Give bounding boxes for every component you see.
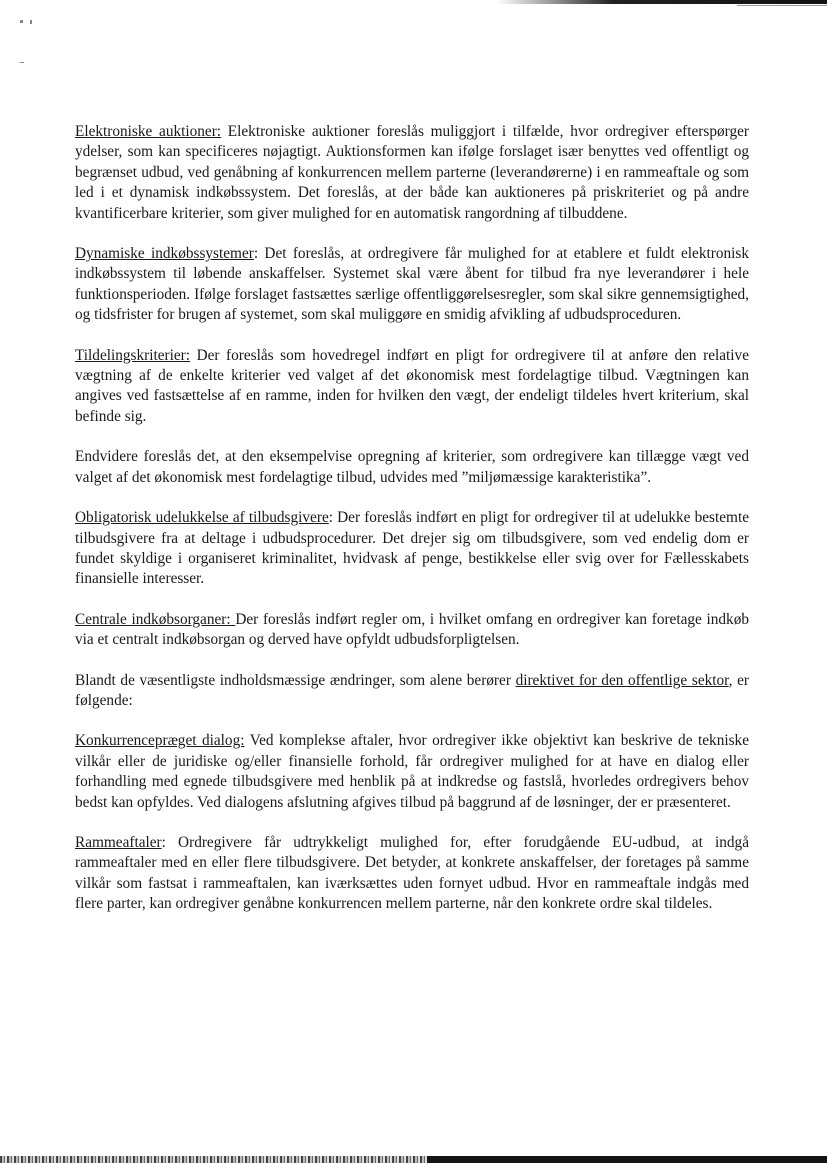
scan-edge-bottom-dark	[427, 1156, 827, 1163]
paragraph-vaesentligste-aendringer	[75, 671, 749, 712]
paragraph-centrale-indkobsorganer	[75, 610, 749, 651]
paragraph-heading: Dynamiske indkøbssystemer	[75, 245, 254, 263]
paragraph-text: Endvidere foreslås det, at den eksempelvise opregning af kriterier, som ordregivere kan tillægge vægt ved valget af det økonomisk mest fordelagtige tilbud, udvides med ”miljømæssige karakteristika”.	[75, 448, 749, 486]
paragraph-heading: Tildelingskriterier:	[75, 346, 191, 364]
scan-edge-top-line	[737, 5, 827, 6]
paragraph-text: : Det foreslås, at ordregivere får mulighed for at etablere et fuldt elektronisk indkøbssystem til løbende anskaffelser. Systemet skal være åbent for tilbud fra nye leverandører i hele funktionsperioden. Ifølge forslaget fastsættes særlige offentliggørelsesregler, som skal sikre gennemsigtighed, og tidsfrister for brugen af systemet, som skal muliggøre en smidig afvikling af udbudsproceduren.	[75, 245, 749, 324]
paragraph-text: Der foreslås indført regler om, i hvilket omfang en ordregiver kan foretage indkøb via et centralt indkøbsorgan og derved have opfyldt udbudsforpligtelsen.	[75, 610, 750, 649]
paragraph-obligatorisk-udelukkelse	[75, 508, 749, 590]
paragraph-dynamiske-indkobssystemer	[75, 244, 749, 326]
paragraph-text: Elektroniske auktioner foreslås muliggjort i tilfælde, hvor ordregiver efterspørger ydelser, som kan specificeres nøjagtigt. Auktionsformen kan ifølge forslaget især benyttes ved offentligt og begrænset udbud, ved genåbning af konkurrencen mellem parterne (leverandørerne) i en rammeaftale og som led i et dynamisk indkøbssystem. Det foreslås, at der både kan auktioneres på priskriteriet og på andre kvantificerbare kriterier, som giver mulighed for en automatisk rangordning af tilbuddene.	[75, 123, 750, 222]
paragraph-text: : Der foreslås indført en pligt for ordregiver til at udelukke bestemte tilbudsgivere fra at deltage i udbudsprocedurer. Det drejer sig om tilbudsgivere, som ved endelig dom er fundet skyldige i organiseret kriminalitet, hvidvask af penge, bestikkelse eller svig over for Fællesskabets finansielle interesser.	[75, 509, 749, 588]
paragraph-miljomaessige-karakteristika	[75, 447, 749, 488]
paragraph-konkurrencepraeget-dialog	[75, 731, 749, 813]
paragraph-heading: Centrale indkøbsorganer:	[75, 610, 236, 628]
document-body	[75, 122, 749, 935]
paragraph-heading: Obligatorisk udelukkelse af tilbudsgivere	[75, 509, 329, 527]
scan-edge-top	[497, 0, 827, 4]
paragraph-text: , er følgende:	[75, 671, 749, 709]
paragraph-lead: Blandt de væsentligste indholdsmæssige ændringer, som alene berører	[75, 671, 516, 689]
paragraph-heading: Konkurrencepræget dialog:	[75, 732, 245, 750]
paragraph-elektroniske-auktioner	[75, 122, 749, 224]
paragraph-heading: Rammeaftaler	[75, 833, 162, 851]
directive-reference: direktivet for den offentlige sektor	[515, 671, 729, 689]
paragraph-text: Ved komplekse aftaler, hvor ordregiver ikke objektivt kan beskrive de tekniske vilkår eller de juridiske og/eller finansielle forhold, får ordregiver mulighed for at have en dialog eller forhandling med egnede tilbudsgivere med henblik på at indkredse og fastslå, hvorledes ordregivers behov bedst kan opfyldes. Ved dialogens afslutning afgives tilbud på baggrund af de løsninger, der er præsenteret.	[75, 732, 749, 811]
scan-speck	[20, 62, 24, 63]
scan-speck	[20, 20, 23, 23]
paragraph-rammeaftaler	[75, 833, 749, 915]
paragraph-text: : Ordregivere får udtrykkeligt mulighed for, efter forudgående EU-udbud, at indgå rammeaftaler med en eller flere tilbudsgivere. Det betyder, at konkrete anskaffelser, der foretages på samme vilkår som fastsat i rammeaftalen, kan iværksættes uden fornyet udbud. Hvor en rammeaftale indgås med flere parter, kan ordregiver genåbne konkurrencen mellem parterne, når den konkrete ordre skal tildeles.	[75, 833, 749, 913]
scan-speck	[30, 20, 32, 24]
paragraph-tildelingskriterier	[75, 346, 749, 428]
paragraph-heading: Elektroniske auktioner:	[75, 123, 222, 140]
paragraph-text: Der foreslås som hovedregel indført en pligt for ordregivere til at anføre den relative vægtning af de enkelte kriterier ved valget af det økonomisk mest fordelagtige tilbud. Vægtningen kan angives ved fastsættelse af en ramme, inden for hvilken den vægt, der endeligt tildeles hvert kriterium, skal befinde sig.	[75, 346, 749, 425]
